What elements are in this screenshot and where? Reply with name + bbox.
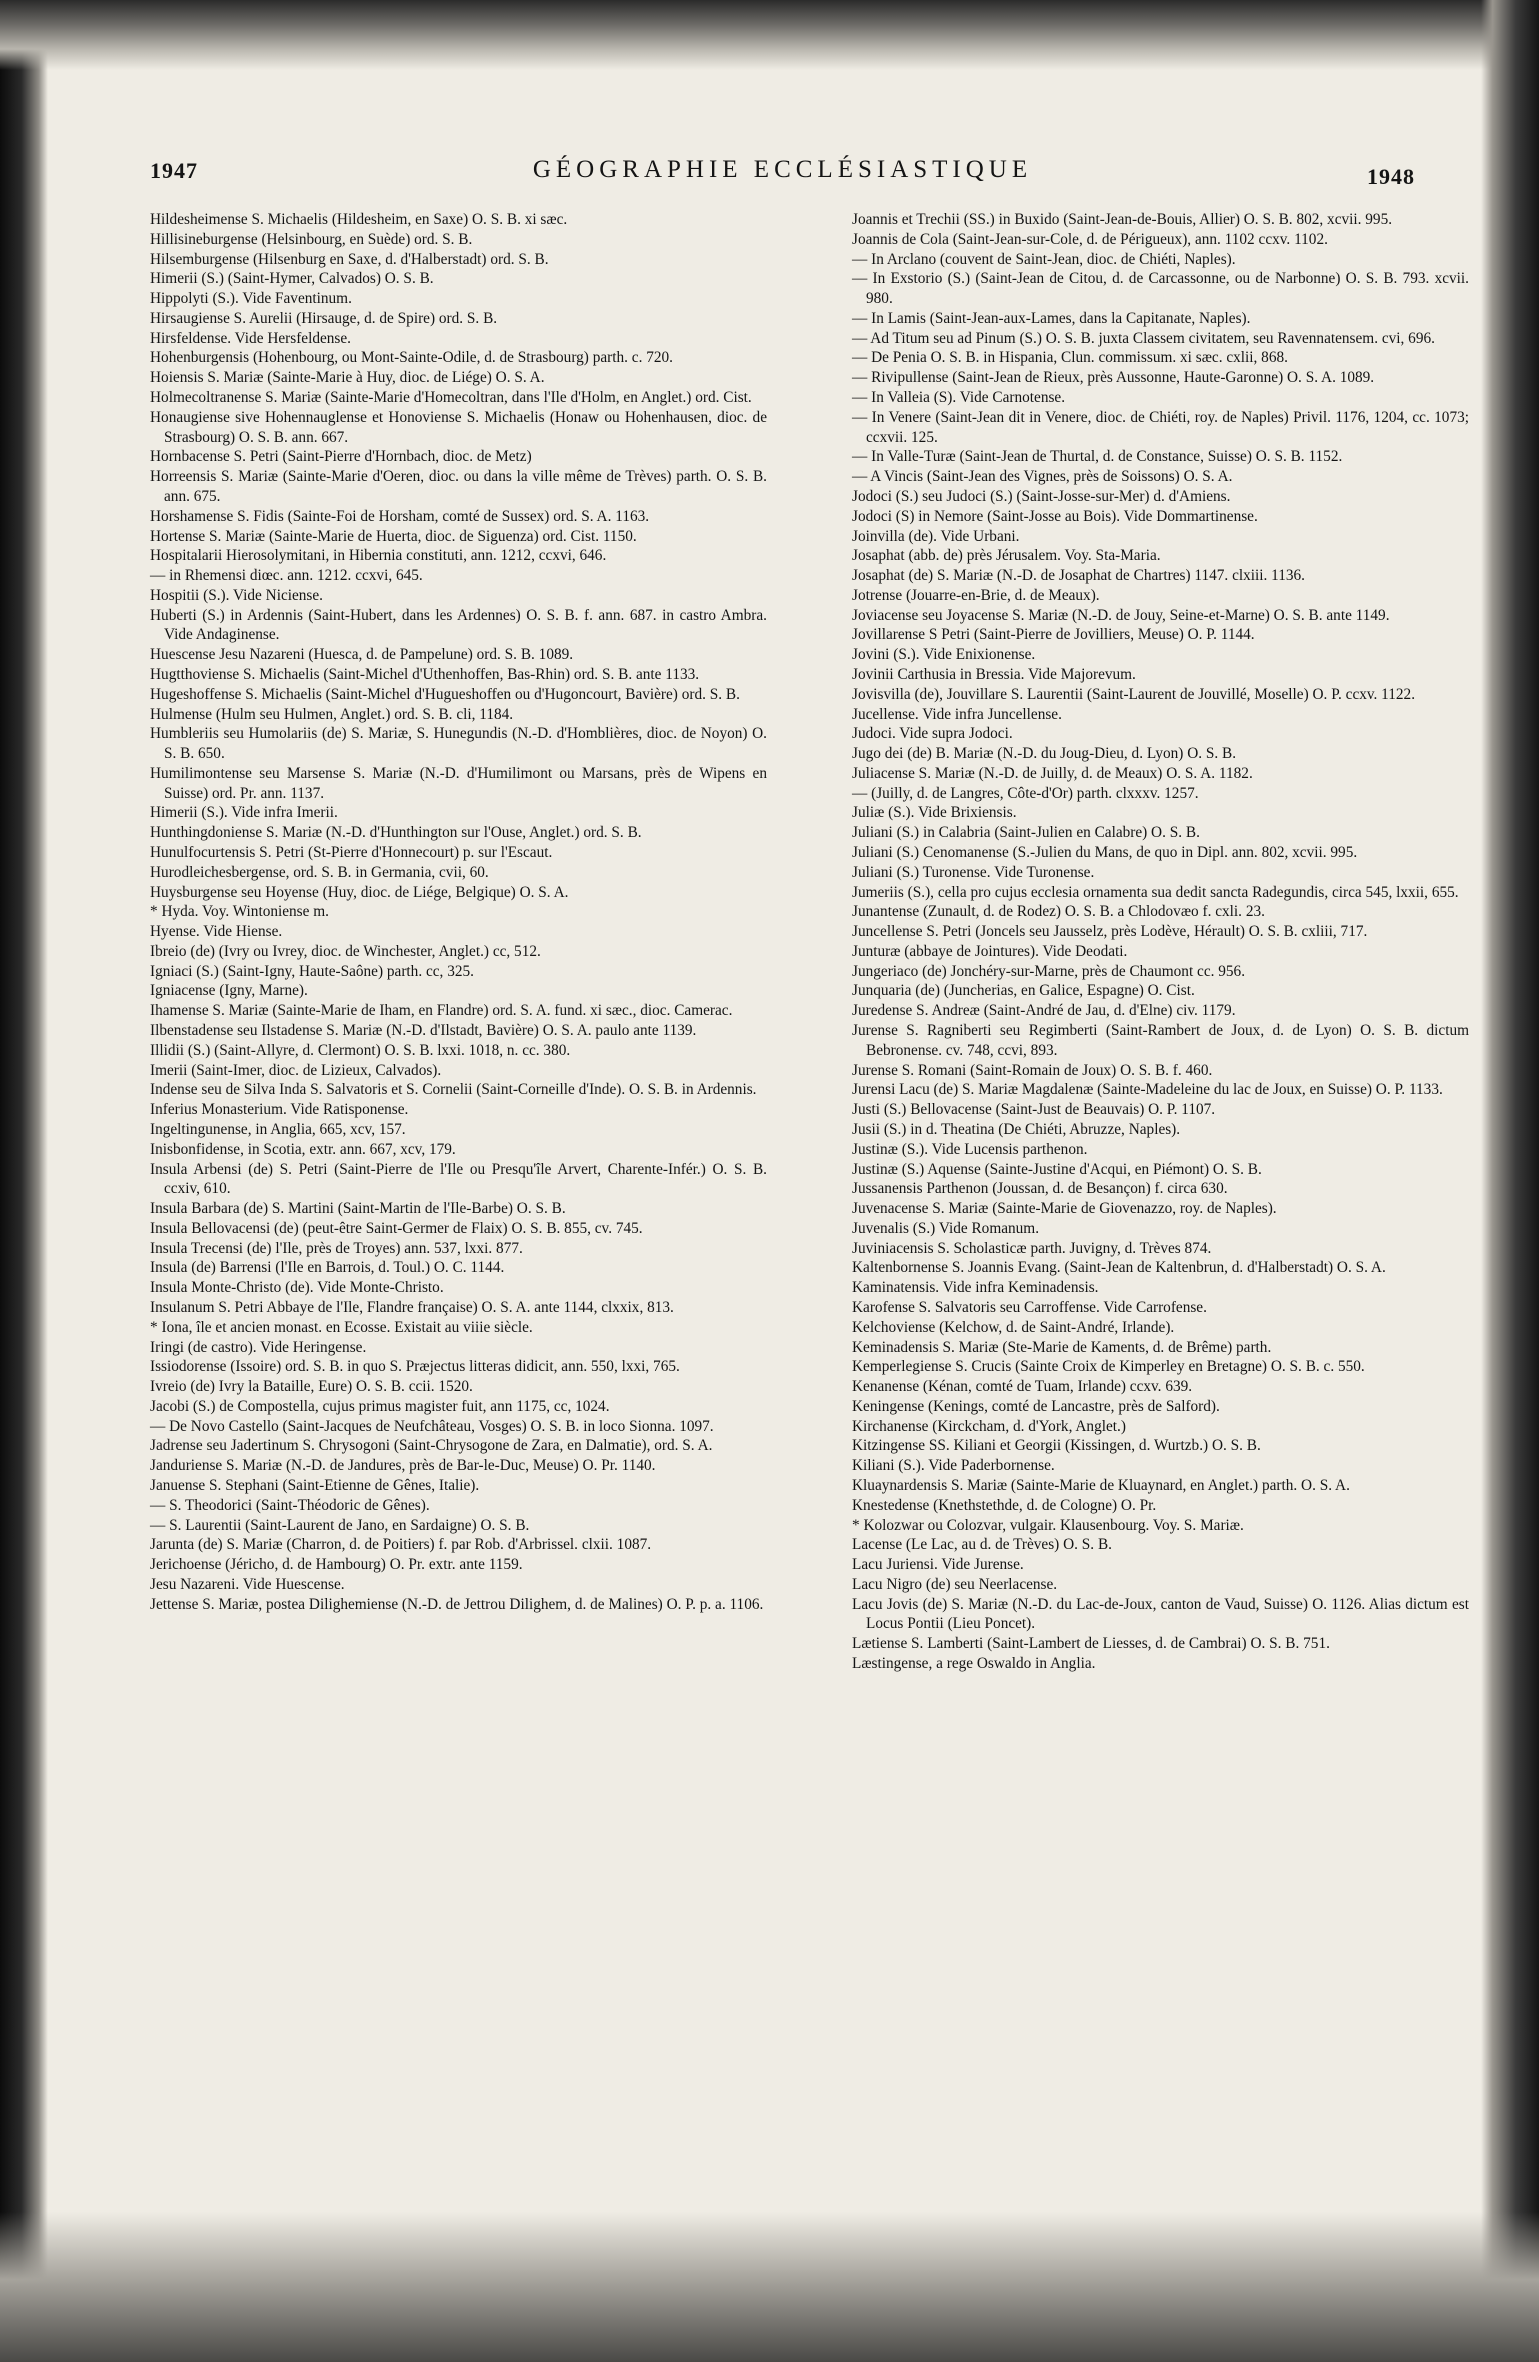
page-number-left: 1947 — [150, 158, 198, 183]
entry: Kenanense (Kénan, comté de Tuam, Irlande) ccxv. 639. — [852, 1378, 1193, 1396]
entry: Jugo dei (de) B. Mariæ (N.-D. du Joug-Dieu, d. Lyon) O. S. B. — [852, 745, 1237, 763]
entry: Læstingense, a rege Oswaldo in Anglia. — [852, 1655, 1096, 1673]
entry: Juvenacense S. Mariæ (Sainte-Marie de Giovenazzo, roy. de Naples). — [852, 1200, 1277, 1218]
entry: Jucellense. Vide infra Juncellense. — [852, 705, 1062, 723]
entry: Jumeriis (S.), cella pro cujus ecclesia ornamenta sua dedit sancta Radegundis, circa 545, lxxii, 655. — [852, 883, 1459, 901]
entry: Jovinii Carthusia in Bressia. Vide Majorevum. — [852, 665, 1136, 683]
entry: Lacense (Le Lac, au d. de Trèves) O. S. B. — [852, 1536, 1112, 1554]
entry: Jettense S. Mariæ, postea Dilighemiense (N.-D. de Jettrou Dilighem, d. de Malines) O. P. p. a. 1106. — [150, 1595, 764, 1613]
entry: — In Arclano (couvent de Saint-Jean, dioc. de Chiéti, Naples). — [852, 250, 1236, 268]
entry: Kemperlegiense S. Crucis (Sainte Croix de Kimperley en Bretagne) O. S. B. c. 550. — [852, 1358, 1365, 1376]
entry: Hunthingdoniense S. Mariæ (N.-D. d'Hunthington sur l'Ouse, Anglet.) ord. S. B. — [150, 824, 642, 842]
entry: Juredense S. Andreæ (Saint-André de Jau, d. d'Elne) civ. 1179. — [852, 1002, 1236, 1020]
entry: Hunulfocurtensis S. Petri (St-Pierre d'Honnecourt) p. sur l'Escaut. — [150, 844, 553, 861]
entry: Justinæ (S.) Aquense (Sainte-Justine d'Acqui, en Piémont) O. S. B. — [852, 1160, 1262, 1178]
entry: Joinvilla (de). Vide Urbani. — [852, 527, 1020, 545]
entry: Kirchanense (Kirckcham, d. d'York, Anglet.) — [852, 1417, 1126, 1435]
entry: Justinæ (S.). Vide Lucensis parthenon. — [852, 1140, 1088, 1158]
entry: — In Exstorio (S.) (Saint-Jean de Citou, d. de Carcassonne, ou de Narbonne) O. S. B. 793. xcvii. 980. — [852, 270, 1469, 308]
entry: Insula Arbensi (de) S. Petri (Saint-Pierre de l'Ile ou Presqu'île Arvert, Charente-Infér.) O. S. B. ccxiv, 610. — [150, 1160, 767, 1198]
entry: Ingeltingunense, in Anglia, 665, xcv, 157. — [150, 1120, 406, 1138]
entry: Juliani (S.) Cenomanense (S.-Julien du Mans, de quo in Dipl. ann. 802, xcvii. 995. — [852, 844, 1358, 861]
entry: Juliani (S.) Turonense. Vide Turonense. — [852, 863, 1095, 881]
entry: Jusii (S.) in d. Theatina (De Chiéti, Abruzze, Naples). — [852, 1120, 1181, 1138]
entry: Igniaci (S.) (Saint-Igny, Haute-Saône) parth. cc, 325. — [150, 962, 474, 980]
entry: Juliani (S.) in Calabria (Saint-Julien en Calabre) O. S. B. — [852, 824, 1200, 842]
entry: Jacobi (S.) de Compostella, cujus primus magister fuit, ann 1175, cc, 1024. — [150, 1397, 610, 1415]
entry: Joviacense seu Joyacense S. Mariæ (N.-D. de Jouy, Seine-et-Marne) O. S. B. ante 1149. — [852, 606, 1390, 624]
entry: — in Rhemensi diœc. ann. 1212. ccxvi, 645. — [150, 567, 423, 585]
entry: Insula Monte-Christo (de). Vide Monte-Christo. — [150, 1279, 444, 1297]
entry: Hoiensis S. Mariæ (Sainte-Marie à Huy, dioc. de Liége) O. S. A. — [150, 369, 545, 387]
entry: Insula Barbara (de) S. Martini (Saint-Martin de l'Ile-Barbe) O. S. B. — [150, 1200, 566, 1218]
entry: Hospitalarii Hierosolymitani, in Hibernia constituti, ann. 1212, ccxvi, 646. — [150, 547, 607, 565]
entry: * Kolozwar ou Colozvar, vulgair. Klausenbourg. Voy. S. Mariæ. — [852, 1516, 1244, 1534]
entry: Hornbacense S. Petri (Saint-Pierre d'Hornbach, dioc. de Metz) — [150, 448, 532, 466]
entry: * Iona, île et ancien monast. en Ecosse. Existait au viiie siècle. — [150, 1318, 533, 1336]
entry: — In Valleia (S). Vide Carnotense. — [852, 389, 1066, 407]
entry: Hilsemburgense (Hilsenburg en Saxe, d. d'Halberstadt) ord. S. B. — [150, 250, 549, 268]
entry: Januense S. Stephani (Saint-Etienne de Gênes, Italie). — [150, 1477, 480, 1494]
entry: Jungeriaco (de) Jonchéry-sur-Marne, près de Chaumont cc. 956. — [852, 962, 1246, 980]
entry: Lacu Juriensi. Vide Jurense. — [852, 1556, 1024, 1574]
running-title: GÉOGRAPHIE ECCLÉSIASTIQUE — [532, 156, 1033, 183]
entry: — (Juilly, d. de Langres, Côte-d'Or) parth. clxxxv. 1257. — [852, 784, 1199, 802]
entry: Insula Trecensi (de) l'Ile, près de Troyes) ann. 537, lxxi. 877. — [150, 1239, 523, 1257]
entry: Humbleriis seu Humolariis (de) S. Mariæ, S. Hunegundis (N.-D. d'Homblières, dioc. de Noyon) O. S. B. 650. — [150, 725, 767, 763]
entry: Horreensis S. Mariæ (Sainte-Marie d'Oeren, dioc. ou dans la ville même de Trèves) parth. O. S. B. ann. 675. — [150, 468, 767, 505]
page-number-right: 1948 — [1367, 164, 1415, 189]
scan-edge-top — [0, 0, 1539, 70]
entry: Hortense S. Mariæ (Sainte-Marie de Huerta, dioc. de Siguenza) ord. Cist. 1150. — [150, 527, 637, 545]
entry: Insulanum S. Petri Abbaye de l'Ile, Flandre française) O. S. A. ante 1144, clxxix, 813. — [150, 1298, 674, 1316]
entry: * Hyda. Voy. Wintoniense m. — [150, 903, 329, 921]
entry: Jodoci (S.) seu Judoci (S.) (Saint-Josse-sur-Mer) d. d'Amiens. — [852, 487, 1231, 505]
entry: Indense seu de Silva Inda S. Salvatoris et S. Cornelii (Saint-Corneille d'Inde). O. S. B. in Ardennis. — [150, 1081, 757, 1099]
entry: Jotrense (Jouarre-en-Brie, d. de Meaux). — [852, 586, 1100, 604]
scan-edge-left — [0, 0, 48, 2362]
entry: Jurense S. Ragniberti seu Regimberti (Saint-Rambert de Joux, d. de Lyon) O. S. B. dictum Bebronense. cv. 748, ccvi, 893. — [852, 1022, 1469, 1059]
page-header — [150, 152, 1415, 192]
entry: Junantense (Zunault, d. de Rodez) O. S. B. a Chlodovæo f. cxli. 23. — [852, 903, 1265, 921]
entry: Hurodleichesbergense, ord. S. B. in Germania, cvii, 60. — [150, 863, 489, 881]
entry: Hirsfeldense. Vide Hersfeldense. — [150, 329, 351, 347]
entry: — S. Theodorici (Saint-Théodoric de Gênes). — [150, 1496, 430, 1514]
entry: Knestedense (Knethstethde, d. de Cologne) O. Pr. — [852, 1496, 1157, 1514]
entry: Humilimontense seu Marsense S. Mariæ (N.-D. d'Humilimont ou Marsans, près de Wipens en Suisse) ord. Pr. ann. 1137. — [150, 764, 767, 802]
entry: Jovillarense S Petri (Saint-Pierre de Jovilliers, Meuse) O. P. 1144. — [852, 626, 1255, 644]
entry: Hyense. Vide Hiense. — [150, 923, 283, 941]
entry: Joannis et Trechii (SS.) in Buxido (Saint-Jean-de-Bouis, Allier) O. S. B. 802, xcvii. 995. — [852, 211, 1393, 228]
entry: Imerii (Saint-Imer, dioc. de Lizieux, Calvados). — [150, 1061, 442, 1079]
entry: Hugtthoviense S. Michaelis (Saint-Michel d'Uthenhoffen, Bas-Rhin) ord. S. B. ante 1133. — [150, 665, 700, 683]
entry: Kitzingense SS. Kiliani et Georgii (Kissingen, d. Wurtzb.) O. S. B. — [852, 1437, 1261, 1455]
entry: Himerii (S.) (Saint-Hymer, Calvados) O. S. B. — [150, 270, 434, 288]
entry: — Rivipullense (Saint-Jean de Rieux, près Aussonne, Haute-Garonne) O. S. A. 1089. — [852, 369, 1375, 387]
left-column — [150, 210, 767, 1614]
entry: Josaphat (abb. de) près Jérusalem. Voy. Sta-Maria. — [852, 547, 1161, 565]
entry: — In Venere (Saint-Jean dit in Venere, dioc. de Chiéti, roy. de Naples) Privil. 1176, 1204, cc. 1073; ccxvii. 125. — [852, 408, 1469, 446]
entry: Karofense S. Salvatoris seu Carroffense. Vide Carrofense. — [852, 1298, 1207, 1316]
entry: — De Novo Castello (Saint-Jacques de Neufchâteau, Vosges) O. S. B. in loco Sionna. 1097. — [150, 1417, 714, 1435]
entry: Keningense (Kenings, comté de Lancastre, près de Salford). — [852, 1397, 1220, 1415]
scan-edge-right — [1481, 0, 1539, 2362]
entry: Lacu Nigro (de) seu Neerlacense. — [852, 1575, 1058, 1593]
scan-edge-bottom — [0, 2212, 1539, 2362]
entry: Huysburgense seu Hoyense (Huy, dioc. de Liége, Belgique) O. S. A. — [150, 883, 569, 901]
entry: Jurense S. Romani (Saint-Romain de Joux) O. S. B. f. 460. — [852, 1061, 1213, 1079]
entry: Joannis de Cola (Saint-Jean-sur-Cole, d. de Périgueux), ann. 1102 ccxv. 1102. — [852, 230, 1328, 248]
entry: Hohenburgensis (Hohenbourg, ou Mont-Sainte-Odile, d. de Strasbourg) parth. c. 720. — [150, 349, 673, 367]
entry: Junquaria (de) (Juncherias, en Galice, Espagne) O. Cist. — [852, 982, 1195, 1000]
entry: Hugeshoffense S. Michaelis (Saint-Michel d'Hugueshoffen ou d'Hugoncourt, Bavière) ord. S. B. — [150, 685, 740, 703]
entry: Jodoci (S) in Nemore (Saint-Josse au Bois). Vide Dommartinense. — [852, 507, 1258, 525]
entry: Ibreio (de) (Ivry ou Ivrey, dioc. de Winchester, Anglet.) cc, 512. — [150, 942, 541, 960]
entry: Himerii (S.). Vide infra Imerii. — [150, 804, 338, 822]
entry: Inisbonfidense, in Scotia, extr. ann. 667, xcv, 179. — [150, 1140, 456, 1158]
entry: Janduriense S. Mariæ (N.-D. de Jandures, près de Bar-le-Duc, Meuse) O. Pr. 1140. — [150, 1457, 656, 1475]
entry: Horshamense S. Fidis (Sainte-Foi de Horsham, comté de Sussex) ord. S. A. 1163. — [150, 507, 650, 525]
entry: Juliæ (S.). Vide Brixiensis. — [852, 804, 1017, 822]
entry: Hillisineburgense (Helsinbourg, en Suède) ord. S. B. — [150, 230, 473, 248]
entry: Hirsaugiense S. Aurelii (Hirsauge, d. de Spire) ord. S. B. — [150, 309, 498, 327]
entry: Issiodorense (Issoire) ord. S. B. in quo S. Præjectus litteras didicit, ann. 550, lxxi, 765. — [150, 1358, 680, 1376]
entry: Juliacense S. Mariæ (N.-D. de Juilly, d. de Meaux) O. S. A. 1182. — [852, 764, 1253, 782]
entry: Huberti (S.) in Ardennis (Saint-Hubert, dans les Ardennes) O. S. B. f. ann. 687. in castro Ambra. Vide Andaginense. — [150, 606, 767, 644]
entry: Ivreio (de) Ivry la Bataille, Eure) O. S. B. ccii. 1520. — [150, 1378, 473, 1396]
entry: — S. Laurentii (Saint-Laurent de Jano, en Sardaigne) O. S. B. — [150, 1516, 530, 1534]
entry: Jovisvilla (de), Jouvillare S. Laurentii (Saint-Laurent de Jouvillé, Moselle) O. P. ccxv. 1122. — [852, 685, 1416, 703]
entry: Jadrense seu Jadertinum S. Chrysogoni (Saint-Chrysogone de Zara, en Dalmatie), ord. S. A. — [150, 1437, 713, 1455]
entry: — De Penia O. S. B. in Hispania, Clun. commissum. xi sæc. cxlii, 868. — [852, 349, 1288, 367]
entry: Jovini (S.). Vide Enixionense. — [852, 646, 1036, 664]
entry: Hospitii (S.). Vide Niciense. — [150, 586, 323, 604]
entry: Kelchoviense (Kelchow, d. de Saint-André, Irlande). — [852, 1318, 1175, 1336]
entry: Keminadensis S. Mariæ (Ste-Marie de Kaments, d. de Brême) parth. — [852, 1338, 1272, 1356]
entry: Hildesheimense S. Michaelis (Hildesheim, en Saxe) O. S. B. xi sæc. — [150, 211, 568, 228]
entry: — A Vincis (Saint-Jean des Vignes, près de Soissons) O. S. A. — [852, 468, 1233, 486]
entry: Insula (de) Barrensi (l'Ile en Barrois, d. Toul.) O. C. 1144. — [150, 1259, 505, 1277]
entry: Jarunta (de) S. Mariæ (Charron, d. de Poitiers) f. par Rob. d'Arbrissel. clxii. 1087. — [150, 1536, 652, 1554]
entry: Juviniacensis S. Scholasticæ parth. Juvigny, d. Trèves 874. — [852, 1239, 1212, 1257]
entry: Insula Bellovacensi (de) (peut-être Saint-Germer de Flaix) O. S. B. 855, cv. 745. — [150, 1219, 643, 1237]
entry: Juncellense S. Petri (Joncels seu Jausselz, près Lodève, Hérault) O. S. B. cxliii, 717. — [852, 923, 1368, 941]
entry: Inferius Monasterium. Vide Ratisponense. — [150, 1101, 409, 1119]
entry: Ihamense S. Mariæ (Sainte-Marie de Iham, en Flandre) ord. S. A. fund. xi sæc., dioc. Camerac. — [150, 1002, 733, 1020]
entry: Lætiense S. Lamberti (Saint-Lambert de Liesses, d. de Cambrai) O. S. B. 751. — [852, 1635, 1330, 1653]
entry: — In Lamis (Saint-Jean-aux-Lames, dans la Capitanate, Naples). — [852, 309, 1251, 327]
entry: Judoci. Vide supra Jodoci. — [852, 725, 1013, 743]
entry: Kiliani (S.). Vide Paderbornense. — [852, 1457, 1055, 1475]
entry: Huescense Jesu Nazareni (Huesca, d. de Pampelune) ord. S. B. 1089. — [150, 646, 574, 664]
entry: — Ad Titum seu ad Pinum (S.) O. S. B. juxta Classem civitatem, seu Ravennatensem. cvi, 696. — [852, 329, 1435, 347]
entry: Junturæ (abbaye de Jointures). Vide Deodati. — [852, 942, 1128, 960]
entry: Igniacense (Igny, Marne). — [150, 982, 308, 1000]
entry: Jesu Nazareni. Vide Huescense. — [150, 1575, 345, 1593]
entry: Honaugiense sive Hohennauglense et Honoviense S. Michaelis (Honaw ou Hohenhausen, dioc. de Strasbourg) O. S. B. ann. 667. — [150, 408, 767, 446]
entry: Jerichoense (Jéricho, d. de Hambourg) O. Pr. extr. ante 1159. — [150, 1556, 523, 1574]
entry: Jussanensis Parthenon (Joussan, d. de Besançon) f. circa 630. — [852, 1180, 1228, 1198]
entry: Ilbenstadense seu Ilstadense S. Mariæ (N.-D. d'Ilstadt, Bavière) O. S. A. paulo ante 1139. — [150, 1022, 697, 1040]
entry: Kaminatensis. Vide infra Keminadensis. — [852, 1279, 1099, 1297]
entry: Hulmense (Hulm seu Hulmen, Anglet.) ord. S. B. cli, 1184. — [150, 705, 514, 723]
entry: Iringi (de castro). Vide Heringense. — [150, 1338, 367, 1356]
entry: Jurensi Lacu (de) S. Mariæ Magdalenæ (Sainte-Madeleine du lac de Joux, en Suisse) O. P. 1133. — [852, 1081, 1443, 1099]
entry: Lacu Jovis (de) S. Mariæ (N.-D. du Lac-de-Joux, canton de Vaud, Suisse) O. 1126. Alias dictum est Locus Pontii (Lieu Poncet). — [852, 1595, 1469, 1633]
right-column — [852, 210, 1469, 1674]
entry: Hippolyti (S.). Vide Faventinum. — [150, 290, 352, 308]
entry: Kluaynardensis S. Mariæ (Sainte-Marie de Kluaynard, en Anglet.) parth. O. S. A. — [852, 1477, 1350, 1494]
entry: — In Valle-Turæ (Saint-Jean de Thurtal, d. de Constance, Suisse) O. S. B. 1152. — [852, 448, 1343, 466]
entry: Justi (S.) Bellovacense (Saint-Just de Beauvais) O. P. 1107. — [852, 1101, 1216, 1119]
entry: Josaphat (de) S. Mariæ (N.-D. de Josaphat de Chartres) 1147. clxiii. 1136. — [852, 567, 1306, 585]
entry: Illidii (S.) (Saint-Allyre, d. Clermont) O. S. B. lxxi. 1018, n. cc. 380. — [150, 1041, 571, 1059]
entry: Kaltenbornense S. Joannis Evang. (Saint-Jean de Kaltenbrun, d. d'Halberstadt) O. S. A. — [852, 1259, 1386, 1277]
entry: Juvenalis (S.) Vide Romanum. — [852, 1219, 1040, 1237]
entry: Holmecoltranense S. Mariæ (Sainte-Marie d'Homecoltran, dans l'Ile d'Holm, en Anglet.) ord. Cist. — [150, 389, 752, 407]
